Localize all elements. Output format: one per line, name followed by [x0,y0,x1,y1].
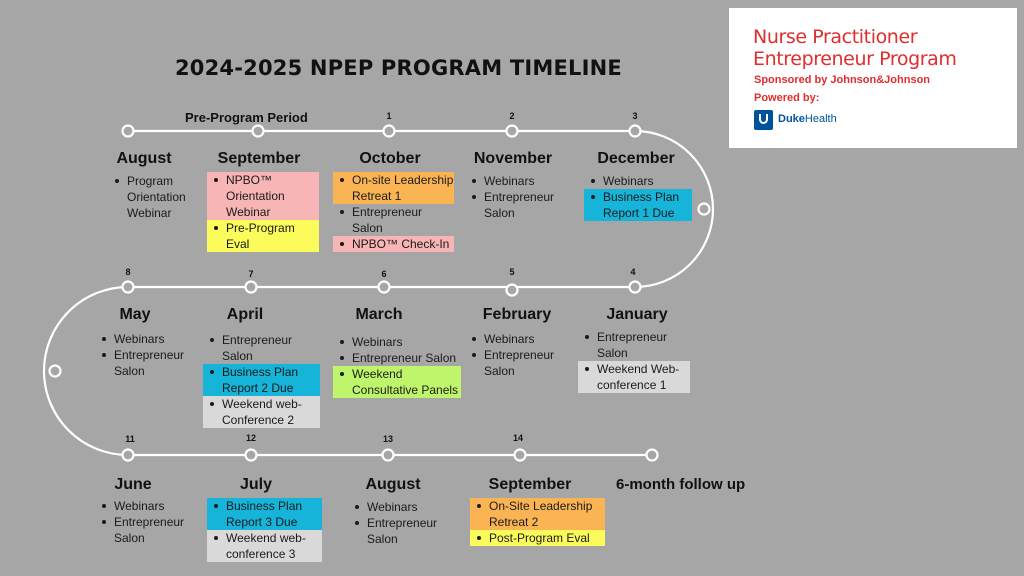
event-item: Entrepreneur Salon [578,329,690,361]
milestone-node [507,126,518,137]
month-title: May [119,306,151,323]
month-title: September [217,150,301,167]
event-item: Webinars [465,173,575,189]
month-title: April [226,306,264,323]
month-number: 11 [125,434,135,444]
duke-shield-icon [754,110,773,130]
month-title: August [116,150,172,167]
highlighted-event: Business Plan Report 2 Due [203,364,320,396]
event-item: Webinars [95,331,195,347]
month-number: 14 [512,433,524,443]
duke-health-wordmark: DukeHealth [778,113,837,125]
highlighted-event: On-Site Leadership Retreat 2 [470,498,605,530]
pre-program-label: Pre-Program Period [185,110,308,125]
month-title: March [355,306,403,323]
highlighted-event: On-site Leadership Retreat 1 [333,172,454,204]
milestone-node [384,126,395,137]
milestone-node [647,450,658,461]
month-number: 1 [386,111,392,121]
highlighted-event: Weekend Web-conference 1 [578,361,690,393]
milestone-node [246,282,257,293]
event-item: Webinars [348,499,456,515]
highlighted-event: Pre-Program Eval [207,220,319,252]
month-number: 12 [245,433,257,443]
logo-title-line2: Entrepreneur Program [753,48,957,70]
highlighted-event: Weekend Consultative Panels [333,366,461,398]
page-title: 2024-2025 NPEP PROGRAM TIMELINE [175,56,622,80]
month-number: 4 [630,267,636,277]
event-item: Webinars [465,331,575,347]
event-item: Webinars [95,498,195,514]
event-item: Webinars [584,173,692,189]
logo-title-line1: Nurse Practitioner [753,26,918,48]
milestone-node [123,282,134,293]
milestone-node [630,126,641,137]
month-title: September [488,476,572,493]
highlighted-event: Weekend web-conference 3 [207,530,322,562]
event-item: Entrepreneur Salon [348,515,456,547]
month-title: July [239,476,273,493]
month-title: December [597,150,675,167]
milestone-node [699,204,710,215]
month-title: January [606,306,668,323]
month-title: August [365,476,421,493]
highlighted-event: Business Plan Report 3 Due [207,498,322,530]
event-item: Entrepreneur Salon [95,514,195,546]
event-item: Entrepreneur Salon [333,350,461,366]
highlighted-event: NPBO™ Check-In [333,236,454,252]
milestone-node [123,126,134,137]
highlighted-event: Business Plan Report 1 Due [584,189,692,221]
program-logo [729,8,1017,148]
month-number: 7 [248,269,254,279]
powered-by-text: Powered by: [754,92,820,104]
month-title: June [114,476,152,493]
highlighted-event: NPBO™ Orientation Webinar [207,172,319,220]
month-number: 5 [509,267,515,277]
month-number: 13 [382,434,394,444]
month-number: 8 [125,267,131,277]
event-item: Entrepreneur Salon [333,204,454,236]
month-number: 2 [509,111,515,121]
milestone-node [515,450,526,461]
month-title: October [359,150,421,167]
event-item: Entrepreneur Salon [465,347,575,379]
event-item: Entrepreneur Salon [95,347,195,379]
milestone-node [123,450,134,461]
month-title: February [482,306,552,323]
milestone-node [630,282,641,293]
milestone-node [253,126,264,137]
month-number: 6 [381,269,387,279]
month-title: November [473,150,553,167]
milestone-node [50,366,61,377]
milestone-node [383,450,394,461]
followup-label: 6-month follow up [616,476,746,493]
milestone-node [246,450,257,461]
highlighted-event: Post-Program Eval [470,530,605,546]
milestone-node [507,285,518,296]
month-number: 3 [632,111,638,121]
sponsor-text: Sponsored by Johnson&Johnson [754,74,931,86]
event-item: Webinars [333,334,461,350]
highlighted-event: Weekend web-Conference 2 [203,396,320,428]
milestone-node [379,282,390,293]
event-item: Program Orientation Webinar [108,173,203,221]
event-item: Entrepreneur Salon [465,189,575,221]
event-item: Entrepreneur Salon [203,332,320,364]
